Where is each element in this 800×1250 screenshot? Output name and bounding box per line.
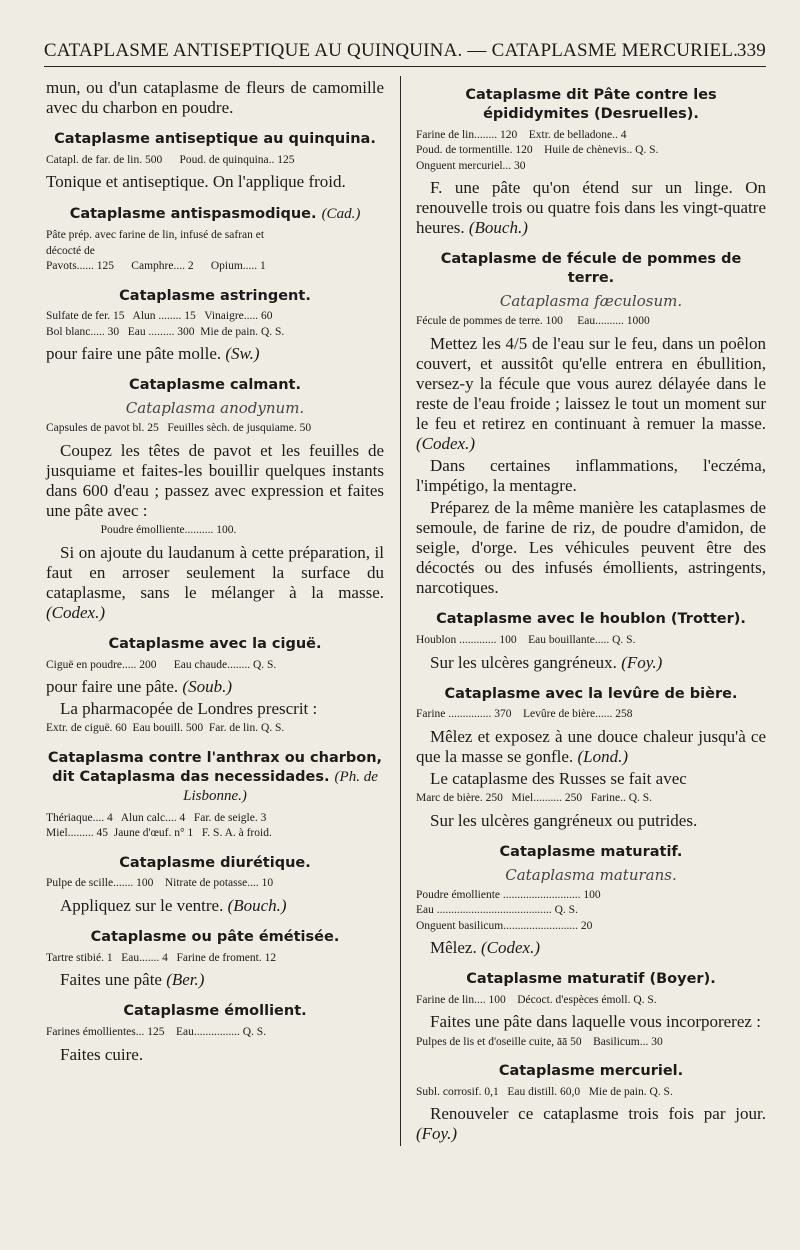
section-title xyxy=(46,749,384,807)
paragraph xyxy=(416,653,766,673)
paragraph xyxy=(46,172,384,192)
section-title-text: Cataplasme maturatif (Boyer). xyxy=(466,971,716,988)
paragraph-text: pour faire une pâte molle. xyxy=(46,344,222,364)
latin-name: Cataplasma anodynum. xyxy=(125,399,305,418)
formula-row: décocté de xyxy=(46,244,95,257)
formula-row: Marc de bière. 250 Miel.......... 250 Farine.. Q. S. xyxy=(416,792,653,805)
formula xyxy=(416,128,766,175)
formula-row: Onguent basilicum.......................... 20 xyxy=(416,919,593,932)
paragraph-text: Faites cuire. xyxy=(60,1044,144,1064)
formula xyxy=(416,888,766,935)
section-title xyxy=(46,130,384,149)
formula-row: Bol blanc..... 30 Eau ......... 300 Mie de pain. Q. S. xyxy=(46,325,285,338)
page-number: 339 xyxy=(736,40,766,61)
source-citation: (Soub.) xyxy=(182,677,232,697)
paragraph xyxy=(416,456,766,496)
running-header xyxy=(0,40,800,62)
paragraph xyxy=(416,178,766,238)
left-column xyxy=(46,76,384,1067)
paragraph xyxy=(46,896,384,916)
section-title-text: Cataplasme ou pâte émétisée. xyxy=(90,928,340,945)
section-title-text: Cataplasma contre l'anthrax ou charbon, dit Cataplasma das necessidades. xyxy=(47,749,383,785)
formula-row: Pâte prép. avec farine de lin, infusé de safran et xyxy=(46,229,265,241)
paragraph-text: Coupez les têtes de pavot et les feuilles de jusquiame et faites-les bouillir quelques instants dans 600 d'eau ; passez avec expression et faites une pâte avec : xyxy=(46,440,384,520)
paragraph xyxy=(416,1104,766,1144)
formula-row: Capsules de pavot bl. 25 Feuilles sèch. de jusquiame. 50 xyxy=(46,422,312,435)
formula xyxy=(46,421,384,437)
formula-row: Fécule de pommes de terre. 100 Eau.......... 1000 xyxy=(416,315,650,328)
paragraph xyxy=(46,1045,384,1065)
source-citation: (Ber.) xyxy=(166,970,205,990)
formula xyxy=(416,707,766,723)
section-title-text: Cataplasme avec la levûre de bière. xyxy=(444,685,738,702)
formula-row: Pulpe de scille....... 100 Nitrate de potasse.... 10 xyxy=(46,877,274,890)
source-citation: (Foy.) xyxy=(621,652,663,672)
formula-row: Catapl. de far. de lin. 500 Poud. de quinquina.. 125 xyxy=(46,153,295,166)
formula xyxy=(416,314,766,330)
source-citation: (Codex.) xyxy=(480,938,540,958)
paragraph xyxy=(416,727,766,767)
formula-row: Farine de lin.... 100 Décoct. d'espèces émoll. Q. S. xyxy=(416,993,657,1006)
paragraph-text: Si on ajoute du laudanum à cette préparation, il faut en arroser seulement la surface du cataplasme, sans le mélanger à la masse. xyxy=(46,542,384,602)
section-title-text: Cataplasme calmant. xyxy=(129,377,301,394)
section-title-note: (Cad.) xyxy=(321,205,361,222)
header-rule xyxy=(44,66,766,67)
formula xyxy=(46,1025,384,1041)
section-title xyxy=(416,1062,766,1081)
section-title-text: Cataplasme antiseptique au quinquina. xyxy=(54,131,376,148)
section-title-text: Cataplasme astringent. xyxy=(119,287,311,304)
source-citation: (Sw.) xyxy=(225,344,260,364)
formula-row: Thériaque.... 4 Alun calc.... 4 Far. de seigle. 3 xyxy=(46,811,267,824)
formula-row: Poudre émolliente ........................... 100 xyxy=(416,888,601,901)
section-title-text: Cataplasme mercuriel. xyxy=(498,1063,684,1080)
section-title xyxy=(416,86,766,124)
section-title-text: Cataplasme de fécule de pommes de terre. xyxy=(440,251,742,287)
paragraph xyxy=(46,78,384,118)
formula xyxy=(416,993,766,1009)
formula-row: Poudre émolliente.......... 100. xyxy=(46,524,237,537)
formula xyxy=(46,228,384,275)
formula xyxy=(46,811,384,842)
formula-row: Pulpes de lis et d'oseille cuite, āā 50 Basilicum... 30 xyxy=(416,1035,663,1048)
paragraph-text: mun, ou d'un cataplasme de fleurs de camomille avec du charbon en poudre. xyxy=(46,78,384,118)
formula xyxy=(416,1035,766,1051)
source-citation: (Foy.) xyxy=(416,1124,458,1144)
paragraph-text: La pharmacopée de Londres prescrit : xyxy=(60,699,318,719)
header-title: CATAPLASME ANTISEPTIQUE AU QUINQUINA. — CATAPLASME MERCURIEL. xyxy=(43,40,739,61)
column-divider xyxy=(400,76,401,1146)
section-title-text: Cataplasme émollient. xyxy=(123,1003,307,1020)
section-title-text: Cataplasme antispasmodique. xyxy=(69,205,317,222)
paragraph-text: Mêlez et exposez à une douce chaleur jusqu'à ce que la masse se gonfle. xyxy=(416,726,766,766)
paragraph xyxy=(46,543,384,623)
formula-row: Pavots...... 125 Camphre.... 2 Opium..... 1 xyxy=(46,260,266,273)
formula xyxy=(46,309,384,340)
section-title xyxy=(416,843,766,862)
section-title-text: Cataplasme avec le houblon (Trotter). xyxy=(436,611,746,628)
section-title-note: (Ph. de Lisbonne.) xyxy=(183,768,378,805)
formula-row: Extr. de ciguë. 60 Eau bouill. 500 Far. de lin. Q. S. xyxy=(46,722,285,735)
formula xyxy=(46,658,384,674)
formula-row: Houblon ............. 100 Eau bouillante..... Q. S. xyxy=(416,634,636,647)
formula-row: Onguent mercuriel... 30 xyxy=(416,159,526,172)
paragraph xyxy=(416,811,766,831)
section-title-text: Cataplasme diurétique. xyxy=(119,854,311,871)
formula-row: Farine de lin........ 120 Extr. de belladone.. 4 xyxy=(416,128,627,141)
paragraph-text: Faites une pâte dans laquelle vous incorporerez : xyxy=(430,1012,761,1032)
paragraph-text: Appliquez sur le ventre. xyxy=(60,895,224,915)
formula xyxy=(416,633,766,649)
section-title xyxy=(46,854,384,873)
paragraph xyxy=(46,970,384,990)
paragraph-text: pour faire une pâte. xyxy=(46,677,179,697)
section-title xyxy=(46,287,384,306)
source-citation: (Lond.) xyxy=(577,747,628,766)
paragraph-text: Sur les ulcères gangréneux ou putrides. xyxy=(430,810,698,830)
formula-row: Ciguë en poudre..... 200 Eau chaude........ Q. S. xyxy=(46,658,277,671)
paragraph-text: Sur les ulcères gangréneux. xyxy=(430,652,617,672)
paragraph xyxy=(416,498,766,598)
paragraph-text: Mêlez. xyxy=(430,938,477,958)
section-title xyxy=(416,685,766,704)
section-title-text: Cataplasme dit Pâte contre les épididymites (Desruelles). xyxy=(465,87,717,122)
formula-row: Poud. de tormentille. 120 Huile de chènevis.. Q. S. xyxy=(416,144,659,157)
formula-row: Farines émollientes... 125 Eau................ Q. S. xyxy=(46,1026,267,1039)
paragraph-text: Mettez les 4/5 de l'eau sur le feu, dans un poêlon couvert, et aussitôt qu'elle entrera en ébullition, versez-y la fécule que vous aurez délayée dans le reste de l'eau froide ; laissez le tout un moment sur le feu et retirez en continuant à remuer la masse. xyxy=(416,333,766,433)
section-title xyxy=(46,376,384,395)
latin-name: Cataplasma maturans. xyxy=(505,865,677,884)
formula xyxy=(46,951,384,967)
paragraph xyxy=(416,769,766,789)
source-citation: (Bouch.) xyxy=(227,895,287,915)
section-title xyxy=(416,610,766,629)
section-title xyxy=(46,928,384,947)
formula-row: Tartre stibié. 1 Eau....... 4 Farine de froment. 12 xyxy=(46,951,277,964)
formula-row: Eau ........................................ Q. S. xyxy=(416,904,578,917)
formula-row: Farine ............... 370 Levûre de bière...... 258 xyxy=(416,708,633,721)
section-title-text: Cataplasme maturatif. xyxy=(499,843,683,860)
formula-row: Miel......... 45 Jaune d'œuf. n° 1 F. S. A. à froid. xyxy=(46,827,272,840)
paragraph-text: Dans certaines inflammations, l'eczéma, l'impétigo, la mentagre. xyxy=(416,455,766,495)
section-title xyxy=(46,205,384,225)
formula xyxy=(416,1085,766,1101)
paragraph xyxy=(416,1012,766,1032)
formula xyxy=(46,523,384,539)
paragraph xyxy=(46,699,384,719)
paragraph-text: Tonique et antiseptique. On l'applique froid. xyxy=(46,172,346,192)
paragraph-text: Le cataplasme des Russes se fait avec xyxy=(430,769,687,789)
section-title xyxy=(416,970,766,989)
formula xyxy=(46,876,384,892)
paragraph xyxy=(46,344,384,364)
source-citation: (Bouch.) xyxy=(468,218,528,238)
right-column xyxy=(416,76,766,1146)
paragraph-text: F. une pâte qu'on étend sur un linge. On renouvelle trois ou quatre fois dans les vingt-quatre heures. xyxy=(416,178,766,238)
formula-row: Sulfate de fer. 15 Alun ........ 15 Vinaigre..... 60 xyxy=(46,310,273,323)
section-title-text: Cataplasme avec la ciguë. xyxy=(108,635,322,652)
source-citation: (Codex.) xyxy=(46,602,106,622)
paragraph xyxy=(46,441,384,521)
formula xyxy=(46,721,384,737)
paragraph xyxy=(46,677,384,697)
latin-name: Cataplasma fæculosum. xyxy=(499,292,683,311)
section-title xyxy=(46,635,384,654)
source-citation: (Codex.) xyxy=(416,433,476,453)
paragraph-text: Faites une pâte xyxy=(60,970,162,990)
paragraph xyxy=(416,334,766,454)
paragraph-text: Préparez de la même manière les cataplasmes de semoule, de farine de riz, de poudre d'amidon, de seigle, d'orge. Les véhicules peuvent être des décoctés ou des infusés émollients, astringents, narcotiques. xyxy=(416,497,766,598)
paragraph-text: Renouveler ce cataplasme trois fois par jour. xyxy=(430,1104,766,1124)
formula xyxy=(416,791,766,807)
section-title xyxy=(46,1002,384,1021)
section-title xyxy=(416,250,766,288)
formula-row: Subl. corrosif. 0,1 Eau distill. 60,0 Mie de pain. Q. S. xyxy=(416,1085,673,1098)
paragraph xyxy=(416,938,766,958)
formula xyxy=(46,153,384,169)
